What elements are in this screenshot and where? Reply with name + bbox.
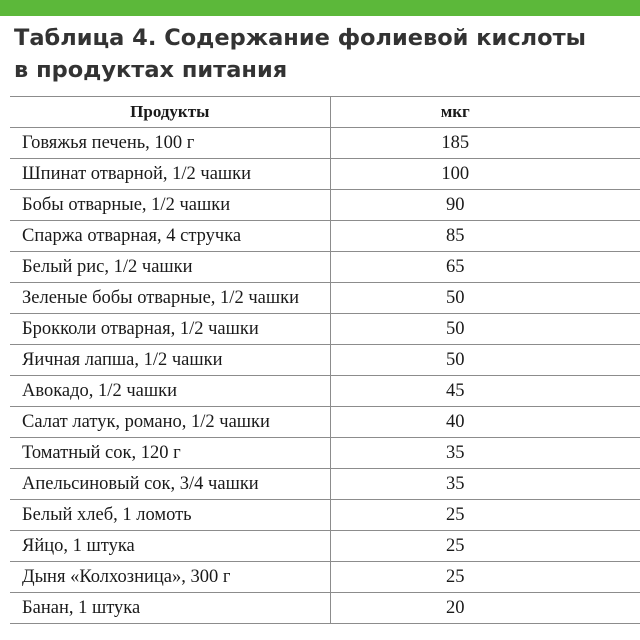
product-cell: Говяжья печень, 100 г (10, 128, 330, 159)
page-title (14, 22, 634, 86)
mcg-value-cell: 85 (330, 221, 640, 252)
product-cell: Салат латук, романо, 1/2 чашки (10, 407, 330, 438)
mcg-value-cell: 45 (330, 376, 640, 407)
product-cell: Белый хлеб, 1 ломоть (10, 500, 330, 531)
product-cell: Белый рис, 1/2 чашки (10, 252, 330, 283)
product-cell: Шпинат отварной, 1/2 чашки (10, 159, 330, 190)
mcg-value-cell: 50 (330, 345, 640, 376)
product-cell: Брокколи отварная, 1/2 чашки (10, 314, 330, 345)
table-row (10, 159, 640, 190)
product-cell: Зеленые бобы отварные, 1/2 чашки (10, 283, 330, 314)
table-row (10, 376, 640, 407)
product-cell: Бобы отварные, 1/2 чашки (10, 190, 330, 221)
table-row (10, 593, 640, 624)
table-row (10, 562, 640, 593)
title-line-1: Таблица 4. Содержание фолиевой кислоты (14, 25, 586, 51)
product-cell: Томатный сок, 120 г (10, 438, 330, 469)
mcg-value-cell: 100 (330, 159, 640, 190)
table-row (10, 407, 640, 438)
mcg-value-cell: 20 (330, 593, 640, 624)
top-accent-bar (0, 0, 640, 16)
table-row (10, 283, 640, 314)
mcg-value-cell: 25 (330, 531, 640, 562)
mcg-value-cell: 35 (330, 469, 640, 500)
mcg-value-cell: 50 (330, 314, 640, 345)
table-row (10, 190, 640, 221)
table-row (10, 252, 640, 283)
table-row (10, 469, 640, 500)
mcg-value-cell: 40 (330, 407, 640, 438)
table-row (10, 531, 640, 562)
product-cell: Дыня «Колхозница», 300 г (10, 562, 330, 593)
product-cell: Спаржа отварная, 4 стручка (10, 221, 330, 252)
mcg-value-cell: 65 (330, 252, 640, 283)
column-header-mcg: мкг (330, 97, 640, 128)
product-cell: Яичная лапша, 1/2 чашки (10, 345, 330, 376)
table-header-row (10, 97, 640, 128)
mcg-value-cell: 50 (330, 283, 640, 314)
product-cell: Банан, 1 штука (10, 593, 330, 624)
mcg-value-cell: 25 (330, 562, 640, 593)
column-header-products: Продукты (10, 97, 330, 128)
table-row (10, 438, 640, 469)
table-row (10, 500, 640, 531)
mcg-value-cell: 25 (330, 500, 640, 531)
table-row (10, 345, 640, 376)
table-row (10, 221, 640, 252)
product-cell: Авокадо, 1/2 чашки (10, 376, 330, 407)
product-cell: Яйцо, 1 штука (10, 531, 330, 562)
table-row (10, 128, 640, 159)
mcg-value-cell: 90 (330, 190, 640, 221)
folate-table (10, 96, 640, 624)
mcg-value-cell: 185 (330, 128, 640, 159)
mcg-value-cell: 35 (330, 438, 640, 469)
title-line-2: в продуктах питания (14, 57, 288, 83)
product-cell: Апельсиновый сок, 3/4 чашки (10, 469, 330, 500)
table-row (10, 314, 640, 345)
